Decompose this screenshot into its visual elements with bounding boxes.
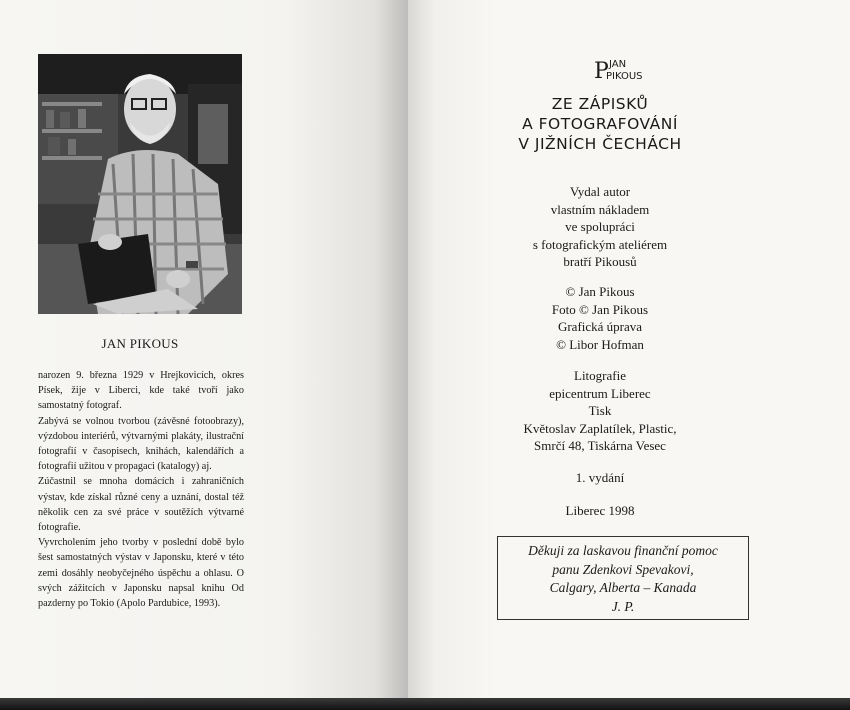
bio-paragraph: narozen 9. března 1929 v Hrejkovicích, okres Písek, žije v Liberci, kde také tvoří jako samostatný fotograf.: [38, 370, 244, 412]
publisher-line: Vydal autor: [569, 184, 631, 199]
title-line: ZE ZÁPISKŮ: [551, 95, 649, 113]
print-line: epicentrum Liberec: [549, 385, 651, 401]
title-line: A FOTOGRAFOVÁNÍ: [522, 115, 678, 133]
credits-line: © Jan Pikous: [565, 284, 635, 299]
thanks-line: panu Zdenkovi Spevakovi,: [552, 561, 694, 577]
print-line: Tisk: [588, 403, 612, 418]
credits-line: Grafická úprava: [557, 319, 643, 334]
print-line: Květoslav Zaplatílek, Plastic,: [523, 420, 677, 436]
thanks-line: J. P.: [611, 598, 635, 614]
author-photo: [38, 54, 242, 314]
table-edge: [0, 698, 850, 710]
place-year: Liberec 1998: [565, 503, 635, 518]
publisher-line: vlastním nákladem: [550, 201, 650, 217]
print-block: [480, 367, 720, 455]
author-bio: [38, 368, 244, 611]
print-line: Smrčí 48, Tiskárna Vesec: [534, 438, 666, 453]
edition: 1. vydání: [575, 470, 625, 485]
bio-paragraph: Zabývá se volnou tvorbou (závěsné fotoobrazy), výzdobou interiérů, výtvarnými plakáty, ilustrační fotografií v časopisech, knihách, kalendářích a fotografií užitou v propagaci (katalogy) aj.: [38, 415, 244, 473]
acknowledgement-box: [497, 536, 749, 620]
title-line: V JIŽNÍCH ČECHÁCH: [518, 135, 682, 153]
logo-line2: PIKOUS: [606, 71, 643, 82]
publisher-line: ve spolupráci: [565, 219, 635, 234]
thanks-line: Děkuji za laskavou finanční pomoc: [528, 543, 718, 558]
publisher-block: [480, 183, 720, 271]
credits-line: Foto © Jan Pikous: [551, 301, 649, 317]
publisher-line: bratří Pikousů: [563, 254, 637, 269]
credits-block: [480, 283, 720, 353]
publisher-line: s fotografickým ateliérem: [532, 236, 668, 252]
author-logo: [592, 56, 652, 82]
bio-paragraph: Vyvrcholením jeho tvorby v poslední době bylo šest samostatných výstav v Japonsku, které v této zemi dosáhly neobyčejného úspěchu a ohlasu. O svých zážitcích v Japonsku napsal knihu Od pazderny po Tokio (Apolo Pardubice, 1993).: [38, 537, 244, 610]
logo-line1: JAN: [609, 59, 627, 70]
left-page: [0, 0, 408, 698]
svg-text:P: P: [594, 59, 609, 82]
thanks-line: Calgary, Alberta – Kanada: [549, 580, 697, 595]
author-name: JAN PIKOUS: [101, 336, 179, 351]
bio-paragraph: Zúčastnil se mnoha domácích i zahraničních výstav, kde získal různé ceny a uznání, dostal též několik cen za své práce v soutěžích výtvarné fotografie.: [38, 476, 244, 534]
book-title: [500, 94, 700, 154]
credits-line: © Libor Hofman: [556, 336, 644, 352]
print-line: Litografie: [574, 368, 626, 383]
